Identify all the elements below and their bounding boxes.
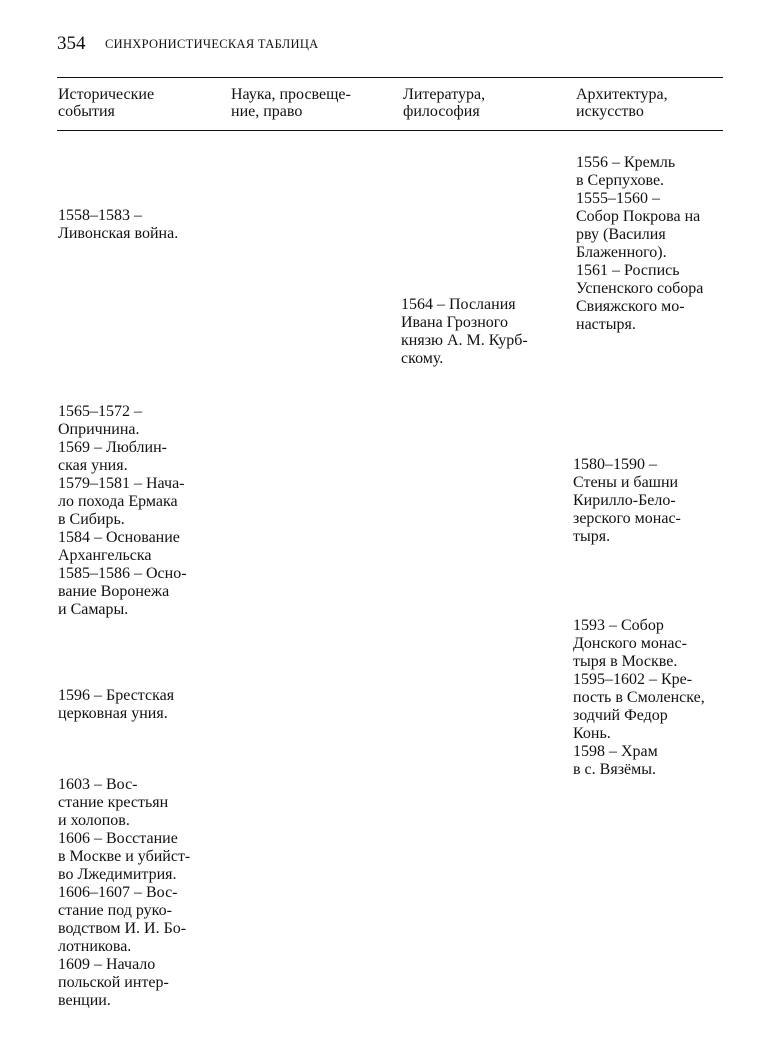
page-number: 354: [57, 33, 86, 54]
column-header-science: Наука, просвеще- ние, право: [231, 86, 351, 120]
running-title: СИНХРОНИСТИЧЕСКАЯ ТАБЛИЦА: [105, 37, 319, 51]
column-header-architecture: Архитектура, искусство: [576, 86, 668, 120]
architecture-entry-kirillo-belozersky: 1580–1590 – Стены и башни Кирилло-Бело- зерского монас- тыря.: [573, 456, 681, 545]
history-entry-livonian-war: 1558–1583 – Ливонская война.: [58, 207, 179, 242]
architecture-entry-donskoy-monastery: 1593 – Собор Донского монас- тыря в Москве. 1595–1602 – Кре- пость в Смоленске, зодчий Федор Конь. 1598 – Храм в с. Вязёмы.: [573, 617, 705, 778]
table-header-rule: [57, 130, 723, 131]
literature-entry-grozny-letters: 1564 – Послания Ивана Грозного князю А. М. Курб- скому.: [401, 296, 528, 367]
column-header-literature: Литература, философия: [403, 86, 486, 120]
history-entry-uprisings: 1603 – Вос- стание крестьян и холопов. 1606 – Восстание в Москве и убийст- во Лжедимитрия. 1606–1607 – Вос- стание под руко- водством И. И. Бо- лотникова. 1609 – Начало польской интер- венции.: [58, 776, 191, 1009]
history-entry-brest-union: 1596 – Брестская церковная уния.: [58, 687, 175, 722]
history-entry-oprichnina: 1565–1572 – Опричнина. 1569 – Люблин- ская уния. 1579–1581 – Нача- ло похода Ермака в Сибирь. 1584 – Основание Архангельска 1585–1586 – Осно- вание Воронежа и Самары.: [58, 403, 187, 618]
table-top-rule: [57, 77, 723, 78]
architecture-entry-serpukhov-kremlin: 1556 – Кремль в Серпухове. 1555–1560 – Собор Покрова на рву (Василия Блаженного). 1561 – Роспись Успенского собора Свияжского мо- настыря.: [576, 154, 704, 333]
column-header-history: Исторические события: [58, 86, 155, 120]
